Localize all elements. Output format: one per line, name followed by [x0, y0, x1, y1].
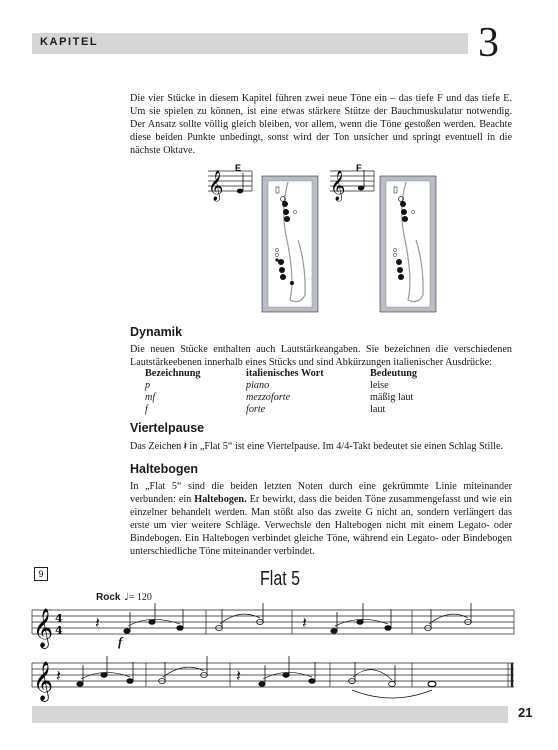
table-row — [145, 404, 490, 416]
table-cell: mezzoforte — [246, 392, 291, 403]
tempo-marking: ♩= 120 — [124, 592, 152, 603]
table-cell: mf — [145, 392, 156, 403]
dynamic-marking: f — [118, 634, 123, 649]
dynamik-paragraph: Die neuen Stücke enthalten auch Lautstärkeangaben. Sie bezeichnen die verschiedenen Lautstärkeebenen innerhalb eines Stücks und sind Abkürzungen italienischer Ausdrücke: — [130, 344, 512, 368]
chapter-number: 3 — [478, 20, 499, 66]
piece-number: 9 — [34, 567, 48, 581]
music-staff-1 — [32, 610, 514, 634]
style-marking: Rock — [96, 592, 121, 603]
dynamics-table — [145, 368, 490, 416]
intro-paragraph: Die vier Stücke in diesem Kapitel führen zwei neue Töne ein – das tiefe F und das tiefe E. Um sie spielen zu können, ist eine etwas stärkere Stütze der Bauchmuskulatur notwendig. Der Ansatz sollte völlig gleich bleiben, vor allem, wenn die Töne gestoßen werden. Beachte diese beiden Punkte unbedingt, sonst wird der Ton unsicher und springt eventuell in die nächste Oktave. — [130, 93, 512, 156]
fingering-chart-f — [380, 176, 436, 312]
table-cell: laut — [370, 404, 386, 415]
fingering-label-f: F — [356, 163, 362, 173]
svg-text:𝄽: 𝄽 — [95, 613, 100, 632]
note-f — [358, 186, 364, 191]
table-cell: f — [145, 404, 148, 415]
measure-notes-1 — [95, 603, 471, 633]
treble-clef-icon: 𝄞 — [33, 661, 54, 701]
treble-clef-icon: 𝄞 — [208, 171, 224, 201]
fingering-chart-e — [262, 176, 318, 312]
footer-bar — [32, 706, 508, 723]
table-header: Bedeutung — [370, 368, 417, 379]
treble-clef-icon: 𝄞 — [33, 608, 54, 648]
chapter-label: KAPITEL — [40, 36, 99, 48]
table-cell: leise — [370, 380, 389, 391]
piece-title: Flat 5 — [259, 568, 301, 590]
table-header-row — [145, 368, 490, 380]
table-row — [145, 380, 490, 392]
treble-clef-icon: 𝄞 — [330, 171, 346, 201]
section-title-haltebogen: Haltebogen — [130, 462, 199, 476]
table-header: italienisches Wort — [246, 368, 324, 379]
table-header: Bezeichnung — [145, 368, 201, 379]
note-e — [237, 189, 243, 194]
table-cell: piano — [246, 380, 270, 391]
quarter-rest-icon: 𝄽 — [183, 441, 187, 452]
measure-notes-2 — [56, 656, 436, 698]
table-cell: mäßig laut — [370, 392, 414, 403]
haltebogen-paragraph: In „Flat 5“ sind die beiden letzten Noten durch eine gekrümmte Linie miteinander verbunden: ein Haltebogen. Er bewirkt, dass die beiden Töne zusammengefasst und wie ein einzelner behandelt werden. Man stößt also das zweite G nicht an, sondern verlängert das erste um vier weitere Schläge. Verwechsle den Haltebogen nicht mit einem Legato- oder Bindebogen. Ein Haltebogen verbindet gleiche Töne, während ein Legato- oder Bindebogen unterschiedliche Töne miteinander verbindet. — [130, 481, 513, 557]
section-title-viertelpause: Viertelpause — [130, 421, 205, 435]
table-cell: forte — [246, 404, 266, 415]
svg-text:𝄽: 𝄽 — [302, 613, 307, 632]
time-signature-top: 4 — [55, 612, 63, 625]
time-signature-bottom: 4 — [55, 624, 63, 637]
viertelpause-paragraph: Das Zeichen 𝄽 in „Flat 5“ ist eine Viertelpause. Im 4/4-Takt bedeutet sie einen Schlag Stille. — [130, 441, 504, 452]
svg-text:𝄽: 𝄽 — [236, 666, 241, 685]
fingering-label-e: E — [235, 163, 242, 173]
section-title-dynamik: Dynamik — [130, 325, 183, 339]
svg-text:𝄽: 𝄽 — [56, 666, 61, 685]
quarter-note-icon: ♩ — [124, 592, 129, 603]
table-cell: p — [145, 380, 151, 391]
page-number: 21 — [518, 705, 533, 720]
table-row — [145, 392, 490, 404]
